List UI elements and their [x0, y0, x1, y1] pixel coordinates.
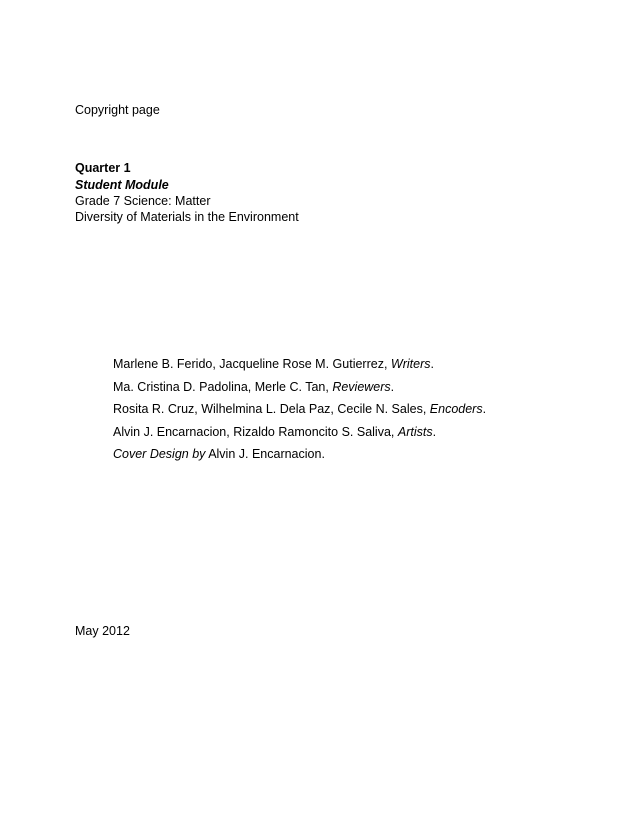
credit-reviewers: Ma. Cristina D. Padolina, Merle C. Tan, Reviewers. — [113, 379, 395, 394]
credit-writers: Marlene B. Ferido, Jacqueline Rose M. Gutierrez, Writers. — [113, 357, 434, 371]
credit-names: Alvin J. Encarnacion, Rizaldo Ramoncito S. Saliva, — [113, 424, 398, 439]
credit-names: Marlene B. Ferido, Jacqueline Rose M. Gutierrez, — [113, 357, 391, 371]
credit-role: Cover Design by — [113, 447, 206, 461]
module-title: Diversity of Materials in the Environment — [75, 210, 299, 224]
credit-encoders: Rosita R. Cruz, Wilhelmina L. Dela Paz, Cecile N. Sales, Encoders. — [113, 402, 487, 416]
credit-cover-design — [113, 446, 486, 469]
credit-names: Alvin J. Encarnacion. — [205, 447, 325, 461]
module-type: Student Module — [75, 178, 169, 192]
credits-list — [113, 356, 486, 469]
credit-role: Reviewers — [332, 379, 391, 394]
credit-artists: Alvin J. Encarnacion, Rizaldo Ramoncito S. Saliva, Artists. — [113, 424, 437, 439]
credit-role: Encoders — [429, 402, 483, 416]
credit-names: Ma. Cristina D. Padolina, Merle C. Tan, — [113, 379, 333, 394]
credit-role: Artists — [397, 424, 433, 439]
publication-date: May 2012 — [75, 624, 130, 638]
page-heading: Copyright page — [75, 103, 160, 117]
quarter-label: Quarter 1 — [75, 161, 131, 175]
credit-names: Rosita R. Cruz, Wilhelmina L. Dela Paz, Cecile N. Sales, — [113, 402, 430, 416]
module-subject: Grade 7 Science: Matter — [75, 194, 211, 208]
credit-role: Writers — [390, 357, 431, 371]
